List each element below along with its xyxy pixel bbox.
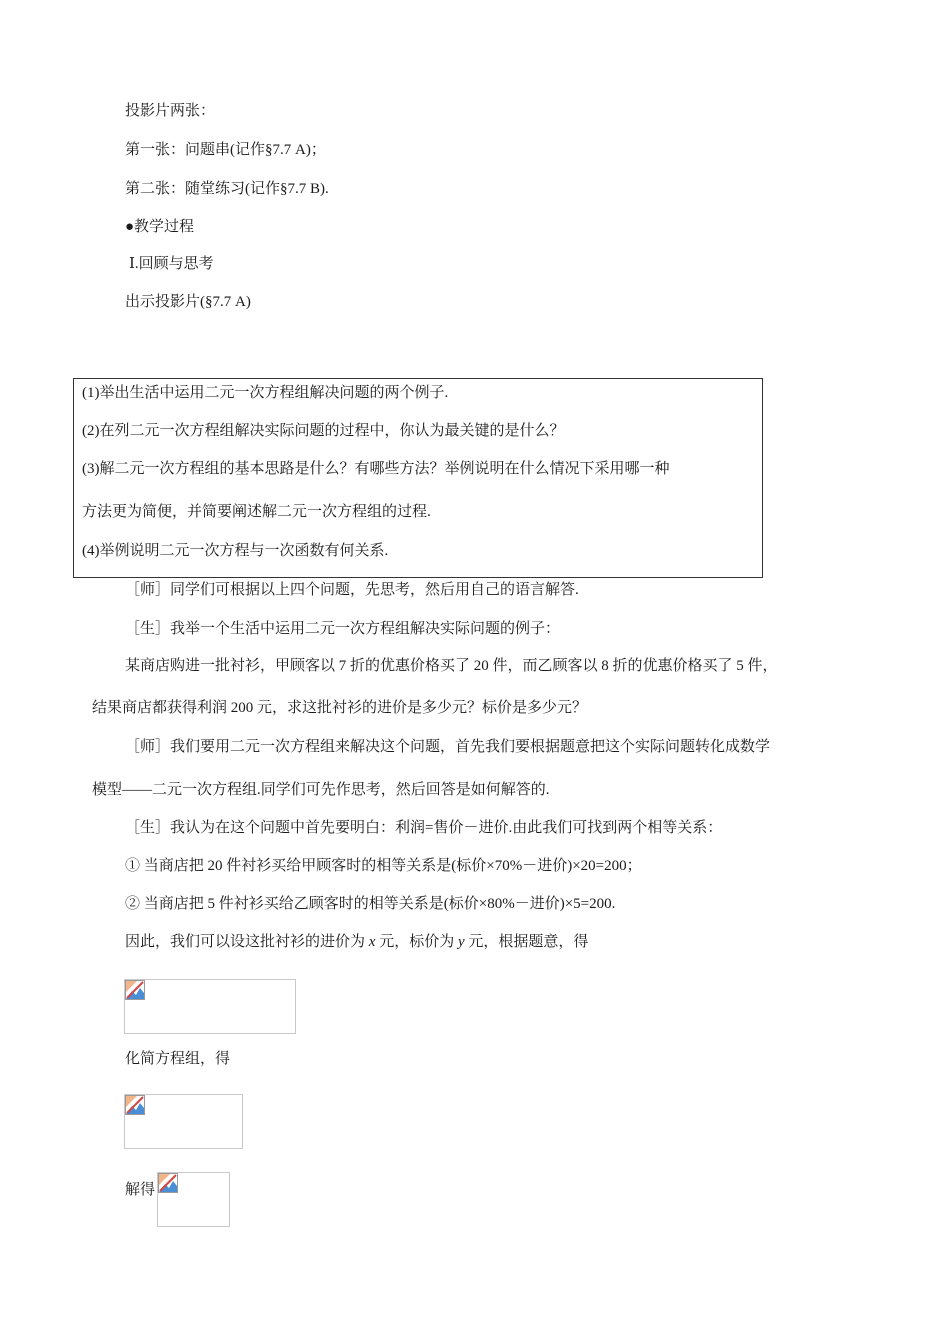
question-4: (4)举例说明二元一次方程与一次函数有何关系. — [82, 543, 389, 559]
show-slide-text: 出示投影片(§7.7 A) — [125, 294, 251, 310]
student-remark-1: ［生］我举一个生活中运用二元一次方程组解决实际问题的例子： — [125, 621, 561, 637]
question-3-line-1: (3)解二元一次方程组的基本思路是什么？有哪些方法？举例说明在什么情况下采用哪一种 — [82, 461, 670, 477]
broken-image-icon — [125, 1095, 145, 1115]
student-remark-2: ［生］我认为在这个问题中首先要明白：利润=售价－进价.由此我们可找到两个相等关系： — [125, 820, 723, 836]
teacher-remark-2-line-1: ［师］我们要用二元一次方程组来解决这个问题，首先我们要根据题意把这个实际问题转化成数学 — [125, 739, 771, 755]
question-3-line-2: 方法更为简便，并简要阐述解二元一次方程组的过程. — [82, 504, 431, 520]
equation-image-2 — [124, 1094, 243, 1149]
solve-text: 解得 — [125, 1182, 156, 1198]
solution-image — [157, 1172, 230, 1227]
teacher-remark-2-line-2: 模型——二元一次方程组.同学们可先作思考，然后回答是如何解答的. — [92, 782, 550, 798]
equation-image-1 — [124, 979, 296, 1034]
process-heading: ●教学过程 — [125, 219, 195, 235]
broken-image-icon — [158, 1173, 178, 1193]
problem-line-2: 结果商店都获得利润 200 元，求这批衬衫的进价是多少元？标价是多少元？ — [92, 700, 588, 716]
variable-y: y — [457, 934, 465, 950]
variable-setup-part-2: 元，标价为 — [375, 934, 458, 950]
relation-1: ① 当商店把 20 件衬衫买给甲顾客时的相等关系是(标价×70%－进价)×20=200； — [125, 858, 642, 874]
question-1: (1)举出生活中运用二元一次方程组解决问题的两个例子. — [82, 385, 449, 401]
variable-setup-part-1: 因此，我们可以设这批衬衫的进价为 — [125, 934, 369, 950]
materials-heading: 投影片两张： — [125, 103, 216, 119]
simplify-text: 化简方程组，得 — [125, 1051, 231, 1067]
section-heading: Ⅰ.回顾与思考 — [129, 256, 214, 272]
relation-2: ② 当商店把 5 件衬衫买给乙顾客时的相等关系是(标价×80%－进价)×5=200. — [125, 896, 616, 912]
materials-item-1: 第一张：问题串(记作§7.7 A)； — [125, 142, 326, 158]
variable-setup — [125, 932, 588, 952]
problem-line-1: 某商店购进一批衬衫，甲顾客以 7 折的优惠价格买了 20 件，而乙顾客以 8 折的优惠价格买了 5 件， — [125, 658, 778, 674]
teacher-remark-1: ［师］同学们可根据以上四个问题，先思考，然后用自己的语言解答. — [125, 582, 579, 598]
question-2: (2)在列二元一次方程组解决实际问题的过程中，你认为最关键的是什么？ — [82, 423, 565, 439]
broken-image-icon — [125, 980, 145, 1000]
materials-item-2: 第二张：随堂练习(记作§7.7 B). — [125, 181, 329, 197]
variable-x: x — [368, 934, 376, 950]
variable-setup-part-3: 元，根据题意，得 — [464, 934, 589, 950]
